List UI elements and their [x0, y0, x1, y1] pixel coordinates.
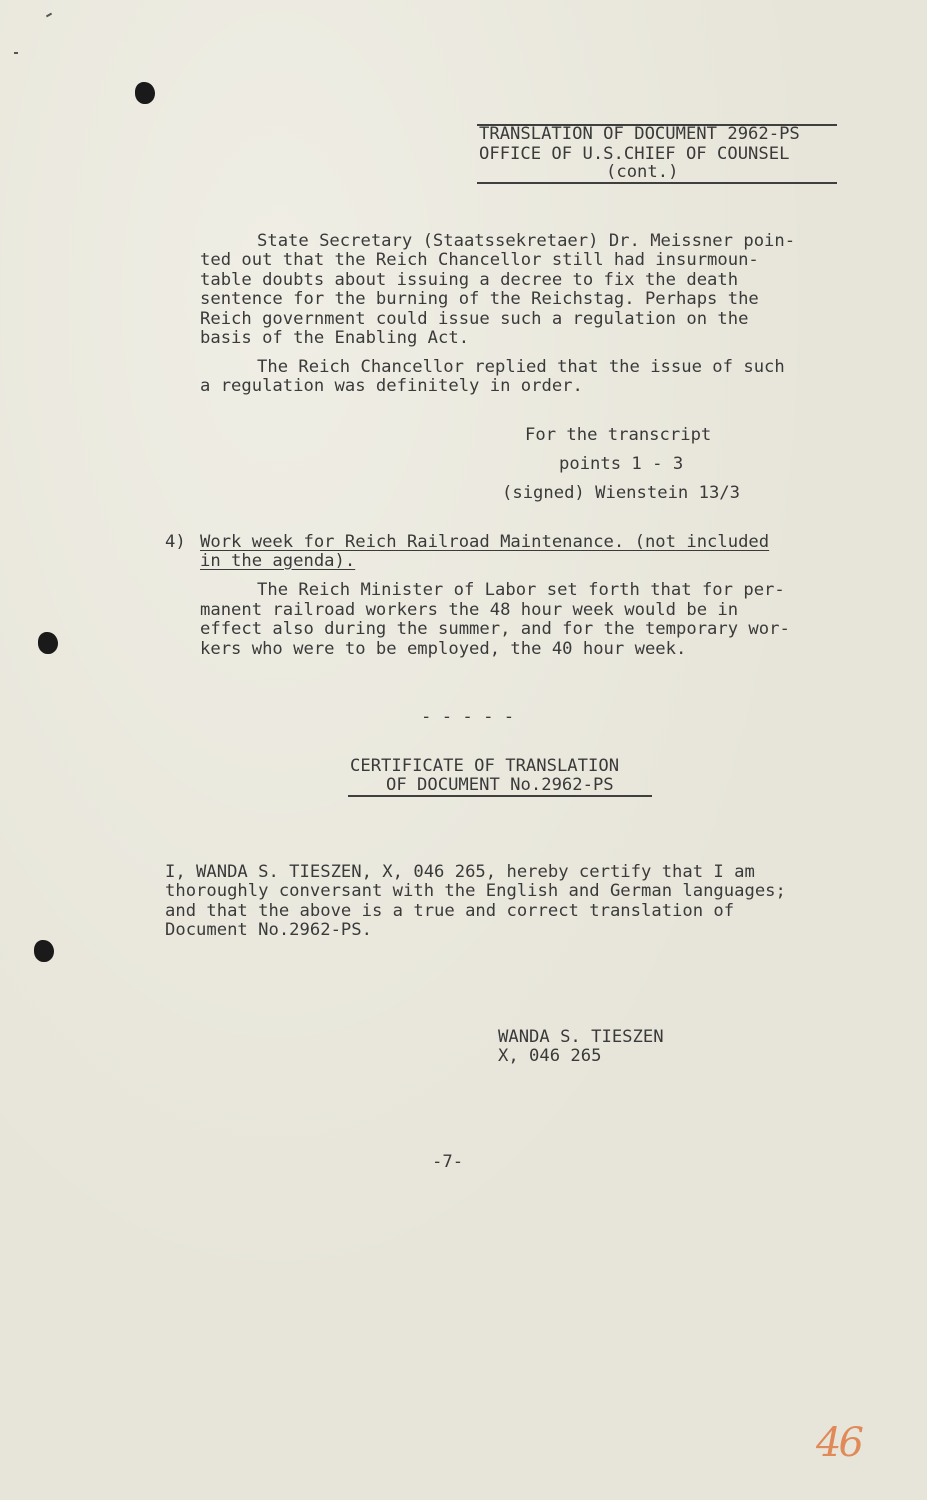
item4-body-line: The Reich Minister of Labor set forth that for per- — [257, 580, 785, 600]
item4-title: Work week for Reich Railroad Maintenance. (not included — [200, 532, 770, 552]
signer-id: X, 046 265 — [498, 1046, 602, 1066]
transcript-points: points 1 - 3 — [559, 454, 684, 474]
item4-number: 4) — [165, 532, 186, 552]
signer-name: WANDA S. TIESZEN — [498, 1027, 664, 1047]
para2-line: The Reich Chancellor replied that the issue of such — [257, 357, 785, 377]
para1-line: ted out that the Reich Chancellor still had insurmoun- — [200, 250, 759, 270]
certificate-body-line: thoroughly conversant with the English and German languages; — [165, 881, 786, 901]
para1-line: table doubts about issuing a decree to fix the death — [200, 270, 739, 290]
item4-title-cont: in the agenda). — [200, 551, 356, 571]
certificate-body-line: Document No.2962-PS. — [165, 920, 372, 940]
para2-line: a regulation was definitely in order. — [200, 376, 583, 396]
page-number: -7- — [432, 1152, 464, 1172]
punch-hole-middle — [38, 632, 58, 654]
stray-mark — [46, 13, 52, 18]
header-title: TRANSLATION OF DOCUMENT 2962-PS — [479, 124, 800, 144]
header-office: OFFICE OF U.S.CHIEF OF COUNSEL — [479, 144, 790, 164]
para1-line: basis of the Enabling Act. — [200, 328, 470, 348]
certificate-document: OF DOCUMENT No.2962-PS — [386, 775, 614, 795]
section-separator: - - - - - — [421, 707, 515, 727]
para1-line: sentence for the burning of the Reichstag. Perhaps the — [200, 289, 759, 309]
stray-mark — [14, 52, 18, 54]
para1-line: Reich government could issue such a regulation on the — [200, 309, 749, 329]
certificate-underline — [348, 795, 652, 797]
transcript-label: For the transcript — [525, 425, 712, 445]
header-cont: (cont.) — [606, 162, 679, 182]
para1-line: State Secretary (Staatssekretaer) Dr. Meissner poin- — [257, 231, 796, 251]
handwritten-page-number: 46 — [816, 1420, 861, 1466]
certificate-body-line: I, WANDA S. TIESZEN, X, 046 265, hereby certify that I am — [165, 862, 755, 882]
certificate-body-line: and that the above is a true and correct translation of — [165, 901, 735, 921]
header-bottom-rule — [477, 182, 837, 184]
item4-body-line: manent railroad workers the 48 hour week would be in — [200, 600, 739, 620]
certificate-title: CERTIFICATE OF TRANSLATION — [350, 756, 620, 776]
transcript-signature: (signed) Wienstein 13/3 — [502, 483, 740, 503]
punch-hole-top — [135, 82, 155, 104]
item4-body-line: kers who were to be employed, the 40 hour week. — [200, 639, 687, 659]
item4-body-line: effect also during the summer, and for the temporary wor- — [200, 619, 790, 639]
punch-hole-bottom — [34, 940, 54, 962]
